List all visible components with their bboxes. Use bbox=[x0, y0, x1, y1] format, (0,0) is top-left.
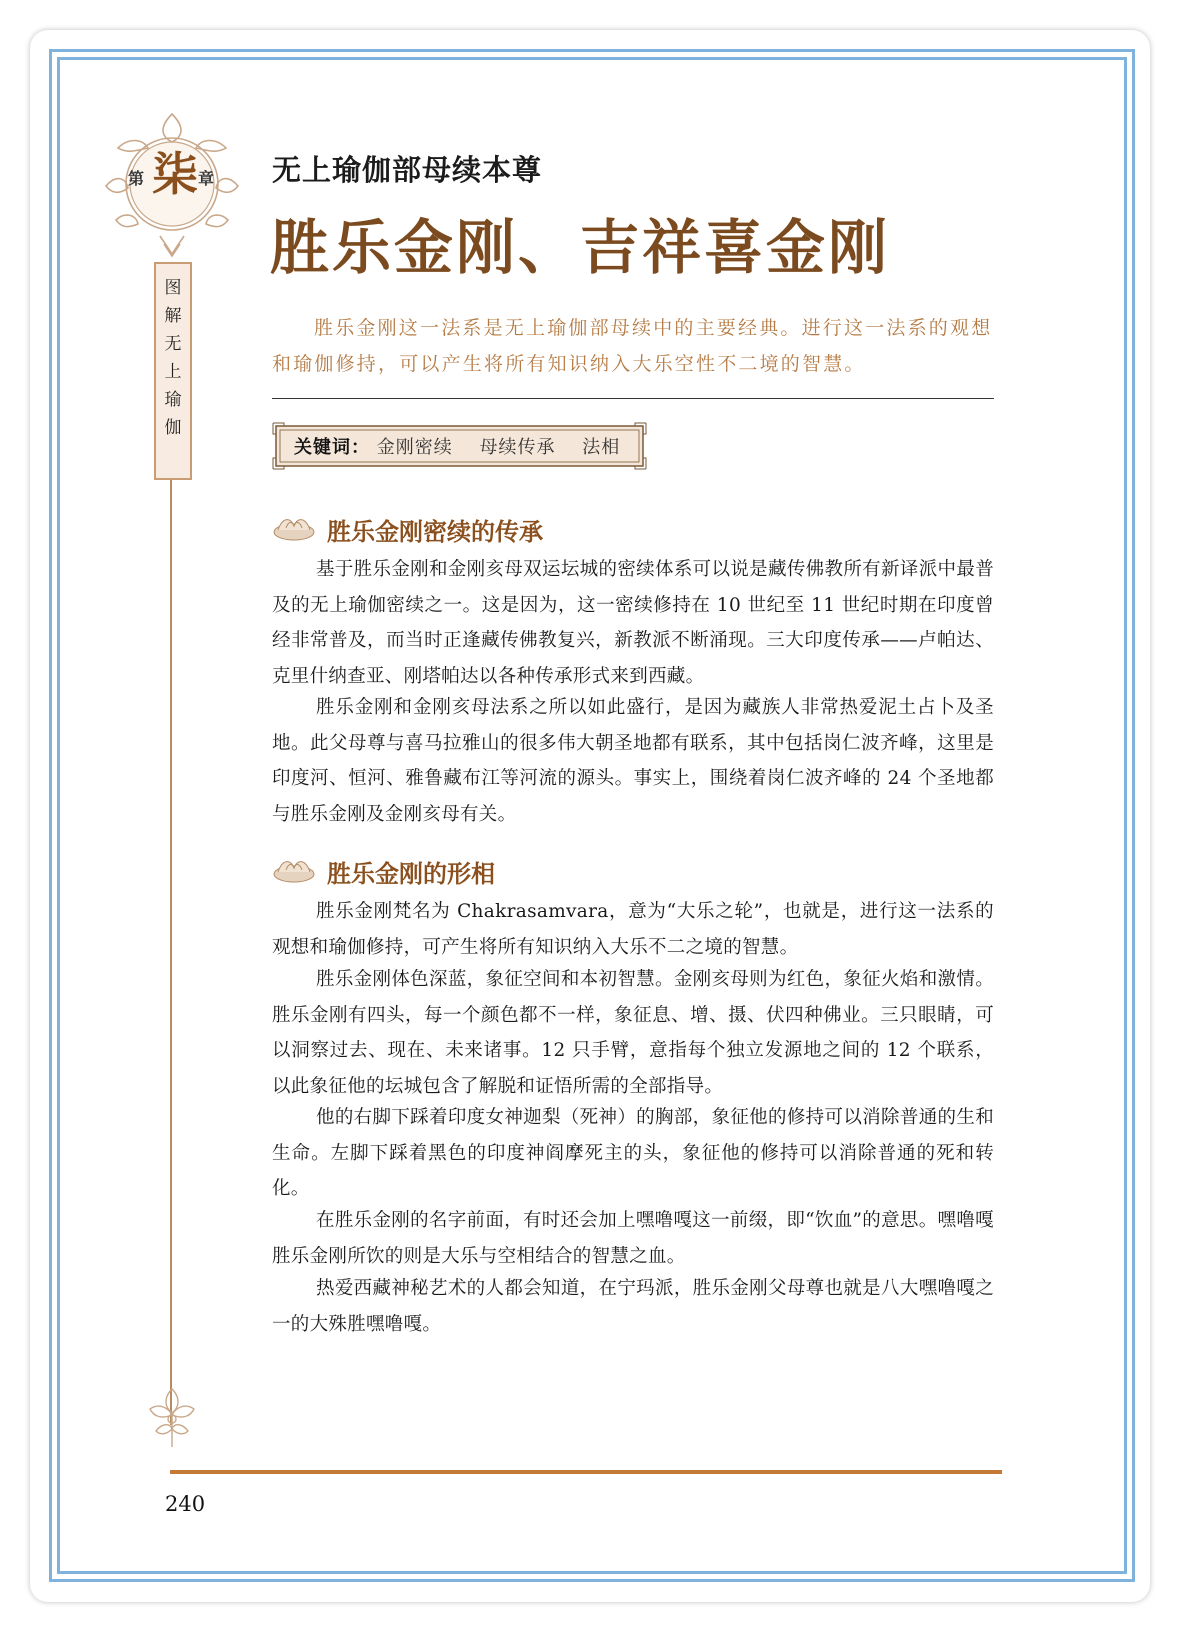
footer-rule bbox=[170, 1470, 1002, 1474]
side-tab-char: 无 bbox=[164, 334, 182, 354]
divider bbox=[272, 398, 994, 399]
keyword-item: 金刚密续 bbox=[376, 437, 453, 458]
page-title: 胜乐金刚、吉祥喜金刚 bbox=[270, 213, 891, 282]
flower-icon bbox=[142, 1385, 202, 1451]
lotus-icon bbox=[272, 856, 316, 884]
side-tab-char: 图 bbox=[164, 278, 182, 298]
keyword-item: 法相 bbox=[582, 437, 621, 458]
keyword-item: 母续传承 bbox=[479, 437, 556, 458]
side-tab-char: 上 bbox=[164, 362, 182, 382]
keywords-box bbox=[272, 422, 647, 470]
chapter-suffix: 章 bbox=[198, 169, 215, 188]
body-paragraph: 胜乐金刚体色深蓝，象征空间和本初智慧。金刚亥母则为红色，象征火焰和激情。胜乐金刚有四头，每一个颜色都不一样，象征息、增、摄、伏四种佛业。三只眼睛，可以洞察过去、现在、未来诸事。12 只手臂，意指每个独立发源地之间的 12 个联系，以此象征他的坛城包含了解脱和证悟所需的全部指导。 bbox=[272, 969, 994, 1097]
side-tab-char: 瑜 bbox=[164, 390, 182, 410]
body-paragraph: 热爱西藏神秘艺术的人都会知道，在宁玛派，胜乐金刚父母尊也就是八大嘿噜嘎之一的大殊胜嘿噜嘎。 bbox=[272, 1278, 994, 1335]
supertitle: 无上瑜伽部母续本尊 bbox=[272, 153, 543, 187]
side-tab bbox=[154, 262, 192, 480]
section-title: 胜乐金刚的形相 bbox=[327, 860, 495, 888]
body-paragraph: 在胜乐金刚的名字前面，有时还会加上嘿噜嘎这一前缀，即“饮血”的意思。嘿噜嘎胜乐金刚所饮的则是大乐与空相结合的智慧之血。 bbox=[272, 1210, 994, 1267]
intro-paragraph: 胜乐金刚这一法系是无上瑜伽部母续中的主要经典。进行这一法系的观想和瑜伽修持，可以产生将所有知识纳入大乐空性不二境的智慧。 bbox=[272, 317, 993, 375]
side-tab-char: 解 bbox=[164, 306, 182, 326]
flower-ornament bbox=[142, 1385, 202, 1451]
body-paragraph: 他的右脚下踩着印度女神迦梨（死神）的胸部，象征他的修持可以消除普通的生和生命。左脚下踩着黑色的印度神阎摩死主的头，象征他的修持可以消除普通的死和转化。 bbox=[272, 1107, 994, 1199]
chapter-emblem bbox=[98, 108, 246, 258]
lotus-icon bbox=[272, 514, 316, 542]
section-title: 胜乐金刚密续的传承 bbox=[327, 518, 543, 546]
chapter-numeral: 柒 bbox=[152, 147, 198, 201]
section-heading bbox=[272, 510, 672, 550]
body-paragraph: 基于胜乐金刚和金刚亥母双运坛城的密续体系可以说是藏传佛教所有新译派中最普及的无上瑜伽密续之一。这是因为，这一密续修持在 10 世纪至 11 世纪时期在印度曾经非常普及，而当时正逢藏传佛教复兴，新教派不断涌现。三大印度传承——卢帕达、克里什纳查亚、刚塔帕达以各种传承形式来到西藏。 bbox=[272, 559, 994, 687]
keywords-label: 关键词： bbox=[294, 437, 370, 458]
page-number: 240 bbox=[165, 1492, 206, 1516]
body-paragraph: 胜乐金刚和金刚亥母法系之所以如此盛行，是因为藏族人非常热爱泥土占卜及圣地。此父母尊与喜马拉雅山的很多伟大朝圣地都有联系，其中包括岗仁波齐峰，这里是印度河、恒河、雅鲁藏布江等河流的源头。事实上，围绕着岗仁波齐峰的 24 个圣地都与胜乐金刚及金刚亥母有关。 bbox=[272, 697, 994, 825]
chapter-prefix: 第 bbox=[128, 169, 145, 188]
body-paragraph: 胜乐金刚梵名为 Chakrasamvara，意为“大乐之轮”，也就是，进行这一法系的观想和瑜伽修持，可产生将所有知识纳入大乐不二之境的智慧。 bbox=[272, 901, 994, 958]
side-tab-char: 伽 bbox=[164, 418, 182, 438]
section-heading bbox=[272, 852, 672, 892]
side-vertical-line bbox=[170, 480, 172, 1425]
